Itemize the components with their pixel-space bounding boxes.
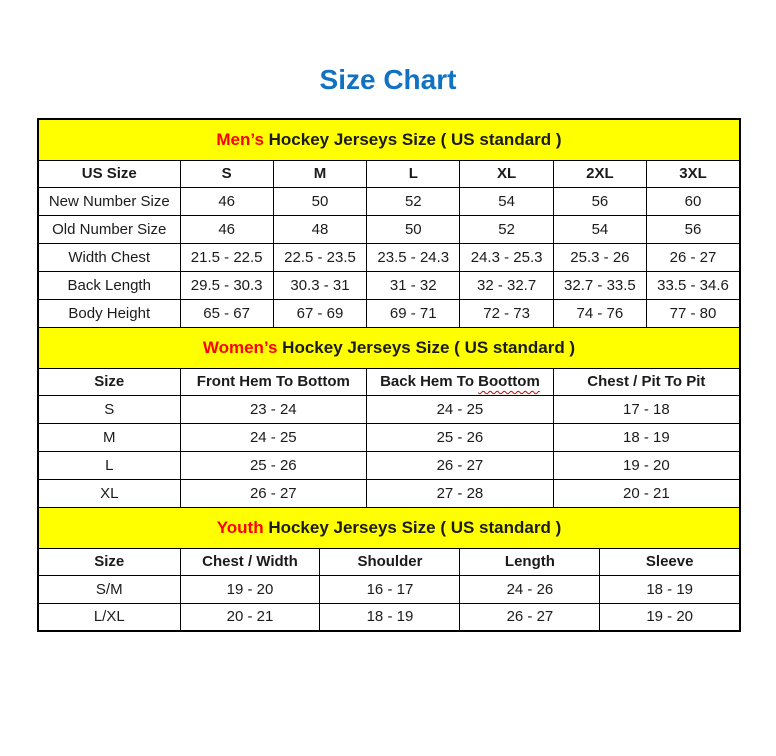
youth-section-title: [38, 507, 740, 548]
cell-value: 22.5 - 23.5: [273, 243, 366, 271]
cell-value: 18 - 19: [553, 423, 740, 451]
cell-value: 24 - 26: [460, 575, 600, 603]
row-label: L: [38, 451, 180, 479]
cell-value: 46: [180, 215, 273, 243]
cell-value: 19 - 20: [553, 451, 740, 479]
table-row: [38, 603, 740, 631]
mens-col-header: M: [273, 160, 366, 187]
cell-value: 26 - 27: [367, 451, 554, 479]
womens-section-header-row: [38, 327, 740, 368]
table-row: [38, 423, 740, 451]
table-row: [38, 575, 740, 603]
mens-column-header-row: [38, 160, 740, 187]
size-chart-container: [37, 118, 739, 632]
cell-value: 17 - 18: [553, 395, 740, 423]
table-row: [38, 215, 740, 243]
cell-value: 19 - 20: [180, 575, 320, 603]
cell-value: 25 - 26: [180, 451, 367, 479]
mens-col-header: S: [180, 160, 273, 187]
cell-value: 33.5 - 34.6: [647, 271, 740, 299]
womens-column-header-row: [38, 368, 740, 395]
cell-value: 56: [553, 187, 646, 215]
mens-section-title: [38, 119, 740, 160]
cell-value: 24 - 25: [180, 423, 367, 451]
womens-section-title: [38, 327, 740, 368]
cell-value: 48: [273, 215, 366, 243]
cell-value: 32.7 - 33.5: [553, 271, 646, 299]
table-row: [38, 299, 740, 327]
cell-value: 19 - 20: [600, 603, 740, 631]
table-row: [38, 243, 740, 271]
cell-value: 52: [460, 215, 553, 243]
youth-section-header-row: [38, 507, 740, 548]
table-row: [38, 187, 740, 215]
row-label: XL: [38, 479, 180, 507]
mens-col-header: 3XL: [647, 160, 740, 187]
table-row: [38, 395, 740, 423]
cell-value: 65 - 67: [180, 299, 273, 327]
row-label: Width Chest: [38, 243, 180, 271]
cell-value: 50: [367, 215, 460, 243]
cell-value: 16 - 17: [320, 575, 460, 603]
cell-value: 26 - 27: [460, 603, 600, 631]
cell-value: 20 - 21: [553, 479, 740, 507]
womens-col-header: Chest / Pit To Pit: [553, 368, 740, 395]
mens-section-title-rest: Hockey Jerseys Size ( US standard ): [263, 129, 562, 149]
cell-value: 25.3 - 26: [553, 243, 646, 271]
cell-value: 67 - 69: [273, 299, 366, 327]
mens-col-header: 2XL: [553, 160, 646, 187]
womens-section-title-accent: Women’s: [202, 337, 278, 357]
cell-value: 31 - 32: [367, 271, 460, 299]
row-label: S: [38, 395, 180, 423]
cell-value: 32 - 32.7: [460, 271, 553, 299]
cell-value: 23 - 24: [180, 395, 367, 423]
womens-col-header: [367, 368, 554, 395]
cell-value: 20 - 21: [180, 603, 320, 631]
cell-value: 21.5 - 22.5: [180, 243, 273, 271]
cell-value: 56: [647, 215, 740, 243]
youth-col-header: Size: [38, 548, 180, 575]
youth-col-header: Length: [460, 548, 600, 575]
cell-value: 69 - 71: [367, 299, 460, 327]
youth-section-title-rest: Hockey Jerseys Size ( US standard ): [263, 517, 562, 537]
cell-value: 50: [273, 187, 366, 215]
cell-value: 77 - 80: [647, 299, 740, 327]
row-label: Back Length: [38, 271, 180, 299]
page-title: Size Chart: [319, 64, 457, 95]
youth-col-header: Shoulder: [320, 548, 460, 575]
womens-col-header: Front Hem To Bottom: [180, 368, 367, 395]
youth-col-header: Chest / Width: [180, 548, 320, 575]
cell-value: 18 - 19: [600, 575, 740, 603]
cell-value: 54: [553, 215, 646, 243]
cell-value: 26 - 27: [647, 243, 740, 271]
row-label: New Number Size: [38, 187, 180, 215]
youth-section-title-accent: Youth: [216, 517, 264, 537]
mens-section-title-accent: Men’s: [216, 129, 264, 149]
cell-value: 30.3 - 31: [273, 271, 366, 299]
youth-column-header-row: [38, 548, 740, 575]
table-row: [38, 451, 740, 479]
size-chart-table: [37, 118, 741, 632]
cell-value: 54: [460, 187, 553, 215]
cell-value: 23.5 - 24.3: [367, 243, 460, 271]
cell-value: 25 - 26: [367, 423, 554, 451]
mens-section-header-row: [38, 119, 740, 160]
womens-col-header: Size: [38, 368, 180, 395]
cell-value: 52: [367, 187, 460, 215]
cell-value: 24.3 - 25.3: [460, 243, 553, 271]
row-label: Old Number Size: [38, 215, 180, 243]
youth-col-header: Sleeve: [600, 548, 740, 575]
mens-col-header: US Size: [38, 160, 180, 187]
cell-value: 18 - 19: [320, 603, 460, 631]
row-label: S/M: [38, 575, 180, 603]
row-label: M: [38, 423, 180, 451]
misspelled-word: Boottom: [478, 373, 540, 390]
cell-value: 27 - 28: [367, 479, 554, 507]
womens-section-title-rest: Hockey Jerseys Size ( US standard ): [277, 337, 576, 357]
cell-value: 26 - 27: [180, 479, 367, 507]
mens-col-header: L: [367, 160, 460, 187]
row-label: L/XL: [38, 603, 180, 631]
womens-col-header-text: Back Hem To: [380, 373, 479, 390]
cell-value: 46: [180, 187, 273, 215]
cell-value: 24 - 25: [367, 395, 554, 423]
cell-value: 29.5 - 30.3: [180, 271, 273, 299]
table-row: [38, 271, 740, 299]
cell-value: 60: [647, 187, 740, 215]
row-label: Body Height: [38, 299, 180, 327]
table-row: [38, 479, 740, 507]
mens-col-header: XL: [460, 160, 553, 187]
cell-value: 74 - 76: [553, 299, 646, 327]
cell-value: 72 - 73: [460, 299, 553, 327]
